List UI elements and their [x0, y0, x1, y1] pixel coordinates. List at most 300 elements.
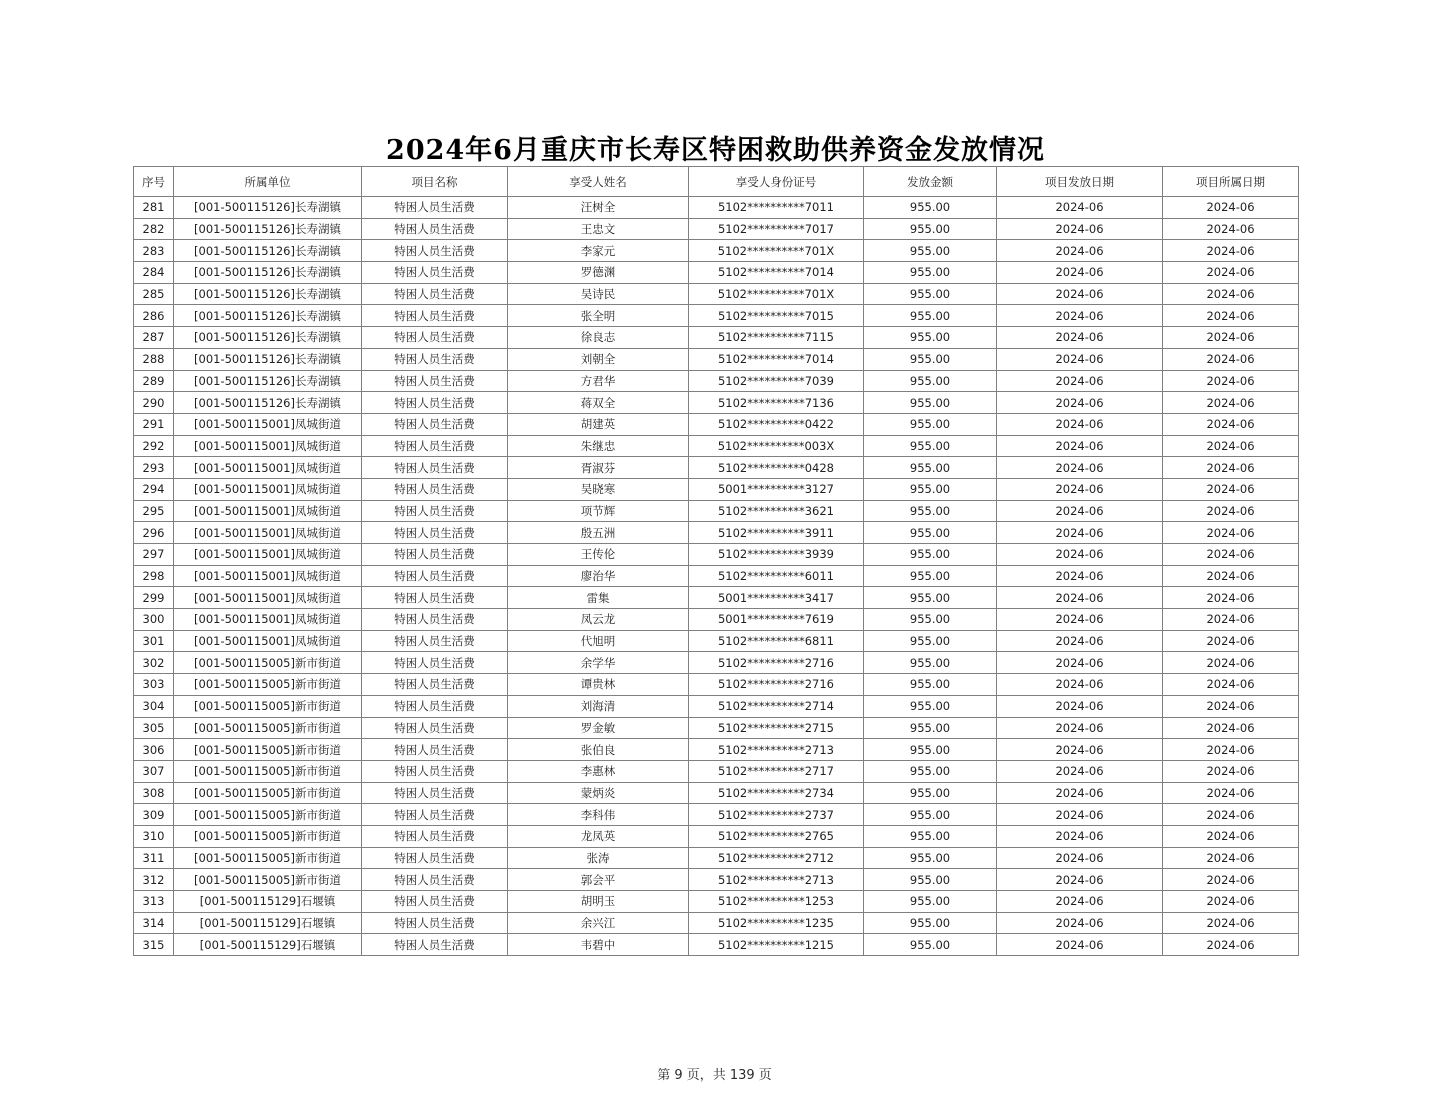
table-cell: 2024-06 — [997, 305, 1163, 327]
table-cell: 304 — [134, 695, 174, 717]
table-cell: 287 — [134, 327, 174, 349]
table-cell: 特困人员生活费 — [362, 522, 508, 544]
table-cell: [001-500115005]新市街道 — [174, 804, 362, 826]
table-row — [134, 739, 1299, 761]
table-cell: 2024-06 — [1163, 804, 1299, 826]
table-cell: 955.00 — [864, 435, 997, 457]
table-cell: 5102**********7011 — [689, 197, 864, 219]
table-cell: 2024-06 — [1163, 544, 1299, 566]
table-cell: 955.00 — [864, 565, 997, 587]
table-cell: [001-500115129]石堰镇 — [174, 912, 362, 934]
table-cell: 2024-06 — [1163, 609, 1299, 631]
table-cell: 5102**********7014 — [689, 348, 864, 370]
table-cell: 2024-06 — [997, 652, 1163, 674]
table-row — [134, 782, 1299, 804]
table-cell: 302 — [134, 652, 174, 674]
table-cell: 2024-06 — [997, 413, 1163, 435]
table-cell: 王传伦 — [508, 544, 689, 566]
table-cell: [001-500115126]长寿湖镇 — [174, 305, 362, 327]
table-cell: 谭贵林 — [508, 674, 689, 696]
table-cell: 307 — [134, 760, 174, 782]
table-cell: 特困人员生活费 — [362, 825, 508, 847]
table-row — [134, 392, 1299, 414]
table-cell: 余兴江 — [508, 912, 689, 934]
table-cell: 5102**********2734 — [689, 782, 864, 804]
table-cell: 305 — [134, 717, 174, 739]
table-cell: 301 — [134, 630, 174, 652]
table-cell: 5102**********2713 — [689, 869, 864, 891]
table-cell: 2024-06 — [997, 695, 1163, 717]
table-cell: 5102**********1215 — [689, 934, 864, 956]
table-cell: 2024-06 — [1163, 695, 1299, 717]
table-cell: [001-500115001]凤城街道 — [174, 435, 362, 457]
table-cell: 张伯良 — [508, 739, 689, 761]
table-row — [134, 413, 1299, 435]
table-cell: 胥淑芬 — [508, 457, 689, 479]
table-row — [134, 891, 1299, 913]
table-cell: 胡明玉 — [508, 891, 689, 913]
table-cell: 特困人员生活费 — [362, 457, 508, 479]
table-cell: 特困人员生活费 — [362, 847, 508, 869]
table-cell: 955.00 — [864, 370, 997, 392]
table-cell: 特困人员生活费 — [362, 392, 508, 414]
table-cell: [001-500115001]凤城街道 — [174, 630, 362, 652]
table-cell: 955.00 — [864, 305, 997, 327]
table-cell: 5001**********7619 — [689, 609, 864, 631]
table-row — [134, 674, 1299, 696]
table-cell: 955.00 — [864, 891, 997, 913]
table-cell: [001-500115005]新市街道 — [174, 782, 362, 804]
table-cell: 955.00 — [864, 587, 997, 609]
table-cell: 雷集 — [508, 587, 689, 609]
table-header — [134, 167, 1299, 197]
table-cell: 296 — [134, 522, 174, 544]
table-cell: [001-500115001]凤城街道 — [174, 609, 362, 631]
table-cell: 5001**********3127 — [689, 478, 864, 500]
table-cell: 2024-06 — [997, 891, 1163, 913]
table-cell: 955.00 — [864, 457, 997, 479]
table-cell: 955.00 — [864, 500, 997, 522]
table-cell: 955.00 — [864, 197, 997, 219]
table-cell: 314 — [134, 912, 174, 934]
table-cell: 余学华 — [508, 652, 689, 674]
table-cell: 方君华 — [508, 370, 689, 392]
table-cell: 特困人员生活费 — [362, 934, 508, 956]
table-cell: 特困人员生活费 — [362, 370, 508, 392]
table-row — [134, 435, 1299, 457]
table-cell: [001-500115005]新市街道 — [174, 739, 362, 761]
table-cell: 5102**********3939 — [689, 544, 864, 566]
table-cell: 299 — [134, 587, 174, 609]
table-cell: 5102**********6811 — [689, 630, 864, 652]
table-cell: 2024-06 — [1163, 565, 1299, 587]
table-cell: 955.00 — [864, 804, 997, 826]
table-cell: 特困人员生活费 — [362, 544, 508, 566]
table-cell: 5102**********2712 — [689, 847, 864, 869]
table-cell: 2024-06 — [1163, 934, 1299, 956]
table-cell: 5001**********3417 — [689, 587, 864, 609]
table-cell: 特困人员生活费 — [362, 695, 508, 717]
table-cell: 2024-06 — [1163, 370, 1299, 392]
table-cell: 5102**********0422 — [689, 413, 864, 435]
table-cell: 298 — [134, 565, 174, 587]
table-cell: 特困人员生活费 — [362, 348, 508, 370]
table-row — [134, 370, 1299, 392]
table-row — [134, 218, 1299, 240]
table-cell: 2024-06 — [997, 565, 1163, 587]
table-cell: 特困人员生活费 — [362, 869, 508, 891]
table-cell: 2024-06 — [1163, 891, 1299, 913]
table-cell: 特困人员生活费 — [362, 782, 508, 804]
table-cell: [001-500115001]凤城街道 — [174, 457, 362, 479]
table-row — [134, 544, 1299, 566]
table-cell: 2024-06 — [1163, 782, 1299, 804]
table-row — [134, 804, 1299, 826]
column-header: 发放金额 — [864, 167, 997, 197]
table-cell: [001-500115005]新市街道 — [174, 760, 362, 782]
table-cell: 5102**********2737 — [689, 804, 864, 826]
table-cell: [001-500115005]新市街道 — [174, 674, 362, 696]
table-cell: 955.00 — [864, 782, 997, 804]
table-cell: 朱继忠 — [508, 435, 689, 457]
table-cell: 955.00 — [864, 674, 997, 696]
table-cell: 2024-06 — [997, 587, 1163, 609]
table-cell: [001-500115126]长寿湖镇 — [174, 392, 362, 414]
table-cell: 2024-06 — [997, 348, 1163, 370]
table-cell: 2024-06 — [997, 717, 1163, 739]
table-cell: 特困人员生活费 — [362, 891, 508, 913]
table-cell: 5102**********6011 — [689, 565, 864, 587]
table-cell: 特困人员生活费 — [362, 413, 508, 435]
table-cell: 5102**********701X — [689, 283, 864, 305]
table-cell: 特困人员生活费 — [362, 739, 508, 761]
table-cell: 2024-06 — [997, 522, 1163, 544]
table-cell: 955.00 — [864, 392, 997, 414]
table-cell: 吴晓寒 — [508, 478, 689, 500]
table-cell: 2024-06 — [997, 739, 1163, 761]
table-cell: 汪树全 — [508, 197, 689, 219]
table-cell: 5102**********7136 — [689, 392, 864, 414]
table-row — [134, 262, 1299, 284]
table-cell: 2024-06 — [1163, 739, 1299, 761]
table-row — [134, 587, 1299, 609]
table-cell: [001-500115001]凤城街道 — [174, 565, 362, 587]
table-cell: 5102**********7039 — [689, 370, 864, 392]
table-cell: 2024-06 — [997, 825, 1163, 847]
table-cell: 2024-06 — [997, 782, 1163, 804]
table-cell: 283 — [134, 240, 174, 262]
table-cell: [001-500115001]凤城街道 — [174, 522, 362, 544]
table-cell: [001-500115129]石堰镇 — [174, 934, 362, 956]
table-cell: 308 — [134, 782, 174, 804]
table-cell: 李科伟 — [508, 804, 689, 826]
table-cell: [001-500115126]长寿湖镇 — [174, 348, 362, 370]
table-cell: 294 — [134, 478, 174, 500]
table-row — [134, 283, 1299, 305]
table-cell: 2024-06 — [1163, 262, 1299, 284]
table-cell: 特困人员生活费 — [362, 760, 508, 782]
table-cell: 955.00 — [864, 544, 997, 566]
table-cell: 特困人员生活费 — [362, 674, 508, 696]
table-cell: 罗金敏 — [508, 717, 689, 739]
table-cell: 2024-06 — [997, 262, 1163, 284]
table-cell: 5102**********1235 — [689, 912, 864, 934]
table-row — [134, 348, 1299, 370]
table-cell: 徐良志 — [508, 327, 689, 349]
table-cell: 代旭明 — [508, 630, 689, 652]
table-cell: 蒋双全 — [508, 392, 689, 414]
table-cell: [001-500115005]新市街道 — [174, 869, 362, 891]
column-header: 序号 — [134, 167, 174, 197]
table-cell: 311 — [134, 847, 174, 869]
table-cell: 2024-06 — [1163, 500, 1299, 522]
table-row — [134, 197, 1299, 219]
table-cell: 李家元 — [508, 240, 689, 262]
table-row — [134, 305, 1299, 327]
table-row — [134, 825, 1299, 847]
table-cell: 2024-06 — [1163, 327, 1299, 349]
table-cell: 2024-06 — [1163, 305, 1299, 327]
table-cell: 2024-06 — [1163, 457, 1299, 479]
table-cell: 2024-06 — [997, 500, 1163, 522]
table-row — [134, 912, 1299, 934]
table-cell: 2024-06 — [1163, 674, 1299, 696]
table-cell: 2024-06 — [997, 869, 1163, 891]
table-cell: 2024-06 — [1163, 240, 1299, 262]
table-cell: 955.00 — [864, 760, 997, 782]
table-row — [134, 565, 1299, 587]
table-cell: 特困人员生活费 — [362, 435, 508, 457]
table-cell: 2024-06 — [997, 934, 1163, 956]
table-cell: 2024-06 — [1163, 847, 1299, 869]
table-row — [134, 240, 1299, 262]
table-cell: 282 — [134, 218, 174, 240]
table-cell: [001-500115001]凤城街道 — [174, 544, 362, 566]
table-cell: 2024-06 — [1163, 825, 1299, 847]
table-row — [134, 934, 1299, 956]
table-cell: 2024-06 — [997, 609, 1163, 631]
table-cell: 955.00 — [864, 348, 997, 370]
table-cell: 韦碧中 — [508, 934, 689, 956]
table-cell: 特困人员生活费 — [362, 478, 508, 500]
table-cell: [001-500115005]新市街道 — [174, 847, 362, 869]
table-cell: 955.00 — [864, 609, 997, 631]
table-cell: 2024-06 — [1163, 717, 1299, 739]
column-header: 享受人姓名 — [508, 167, 689, 197]
table-cell: 288 — [134, 348, 174, 370]
table-cell: 5102**********7014 — [689, 262, 864, 284]
table-cell: 955.00 — [864, 717, 997, 739]
table-cell: [001-500115126]长寿湖镇 — [174, 197, 362, 219]
table-cell: 2024-06 — [1163, 912, 1299, 934]
table-cell: 292 — [134, 435, 174, 457]
table-cell: 2024-06 — [997, 847, 1163, 869]
table-cell: 2024-06 — [997, 478, 1163, 500]
table-cell: 2024-06 — [997, 370, 1163, 392]
table-cell: 955.00 — [864, 825, 997, 847]
table-cell: 2024-06 — [1163, 478, 1299, 500]
table-cell: 955.00 — [864, 847, 997, 869]
table-cell: 5102**********2717 — [689, 760, 864, 782]
table-cell: 955.00 — [864, 262, 997, 284]
table-cell: [001-500115001]凤城街道 — [174, 500, 362, 522]
table-cell: 5102**********7015 — [689, 305, 864, 327]
table-cell: 特困人员生活费 — [362, 283, 508, 305]
table-cell: 2024-06 — [997, 435, 1163, 457]
table-cell: [001-500115126]长寿湖镇 — [174, 218, 362, 240]
table-cell: [001-500115005]新市街道 — [174, 652, 362, 674]
table-row — [134, 652, 1299, 674]
table-cell: 2024-06 — [997, 240, 1163, 262]
table-cell: 310 — [134, 825, 174, 847]
table-row — [134, 327, 1299, 349]
table-cell: 2024-06 — [1163, 218, 1299, 240]
table-cell: 特困人员生活费 — [362, 804, 508, 826]
table-cell: 特困人员生活费 — [362, 240, 508, 262]
table-cell: 2024-06 — [1163, 587, 1299, 609]
table-cell: 955.00 — [864, 413, 997, 435]
table-cell: 5102**********7115 — [689, 327, 864, 349]
table-cell: 刘朝全 — [508, 348, 689, 370]
table-cell: [001-500115005]新市街道 — [174, 695, 362, 717]
table-cell: 5102**********3911 — [689, 522, 864, 544]
column-header: 所属单位 — [174, 167, 362, 197]
table-cell: [001-500115001]凤城街道 — [174, 413, 362, 435]
table-cell: 吴诗民 — [508, 283, 689, 305]
table-row — [134, 457, 1299, 479]
table-cell: 2024-06 — [997, 218, 1163, 240]
table-cell: 5102**********2765 — [689, 825, 864, 847]
table-cell: 特困人员生活费 — [362, 500, 508, 522]
table-row — [134, 500, 1299, 522]
table-header-row — [134, 167, 1299, 197]
column-header: 项目所属日期 — [1163, 167, 1299, 197]
table-cell: 特困人员生活费 — [362, 609, 508, 631]
table-row — [134, 522, 1299, 544]
subsidy-table — [133, 166, 1299, 956]
table-cell: 297 — [134, 544, 174, 566]
table-cell: 2024-06 — [997, 392, 1163, 414]
table-cell: 2024-06 — [1163, 522, 1299, 544]
table-cell: 2024-06 — [997, 760, 1163, 782]
table-cell: 2024-06 — [997, 630, 1163, 652]
table-cell: 刘海清 — [508, 695, 689, 717]
table-cell: 289 — [134, 370, 174, 392]
table-cell: 胡建英 — [508, 413, 689, 435]
table-cell: 2024-06 — [997, 197, 1163, 219]
table-cell: 殷五洲 — [508, 522, 689, 544]
table-cell: 特困人员生活费 — [362, 565, 508, 587]
table-cell: [001-500115005]新市街道 — [174, 825, 362, 847]
table-cell: 特困人员生活费 — [362, 630, 508, 652]
table-cell: 2024-06 — [997, 544, 1163, 566]
table-cell: 2024-06 — [1163, 413, 1299, 435]
table-cell: 955.00 — [864, 218, 997, 240]
table-cell: 项节辉 — [508, 500, 689, 522]
table-cell: 李惠林 — [508, 760, 689, 782]
table-cell: [001-500115126]长寿湖镇 — [174, 370, 362, 392]
table-row — [134, 760, 1299, 782]
table-cell: 5102**********003X — [689, 435, 864, 457]
table-cell: 特困人员生活费 — [362, 305, 508, 327]
table-cell: 廖治华 — [508, 565, 689, 587]
table-cell: 蒙炳炎 — [508, 782, 689, 804]
table-row — [134, 478, 1299, 500]
table-cell: 284 — [134, 262, 174, 284]
table-cell: 955.00 — [864, 630, 997, 652]
table-cell: 特困人员生活费 — [362, 652, 508, 674]
table-cell: 955.00 — [864, 652, 997, 674]
table-cell: 309 — [134, 804, 174, 826]
table-cell: 罗德渊 — [508, 262, 689, 284]
column-header: 项目名称 — [362, 167, 508, 197]
table-cell: 291 — [134, 413, 174, 435]
table-cell: 313 — [134, 891, 174, 913]
table-cell: 5102**********7017 — [689, 218, 864, 240]
table-cell: 2024-06 — [1163, 760, 1299, 782]
table-cell: [001-500115126]长寿湖镇 — [174, 240, 362, 262]
column-header: 项目发放日期 — [997, 167, 1163, 197]
table-cell: 955.00 — [864, 912, 997, 934]
table-cell: 2024-06 — [997, 283, 1163, 305]
table-cell: 2024-06 — [1163, 630, 1299, 652]
table-cell: 955.00 — [864, 934, 997, 956]
table-cell: 张涛 — [508, 847, 689, 869]
table-cell: 5102**********2716 — [689, 652, 864, 674]
table-cell: [001-500115005]新市街道 — [174, 717, 362, 739]
table-cell: 5102**********0428 — [689, 457, 864, 479]
table-cell: 特困人员生活费 — [362, 218, 508, 240]
table-cell: 2024-06 — [1163, 283, 1299, 305]
table-cell: 5102**********701X — [689, 240, 864, 262]
table-cell: 955.00 — [864, 327, 997, 349]
table-cell: [001-500115129]石堰镇 — [174, 891, 362, 913]
table-cell: 特困人员生活费 — [362, 197, 508, 219]
table-cell: [001-500115001]凤城街道 — [174, 587, 362, 609]
table-cell: 5102**********2713 — [689, 739, 864, 761]
table-cell: 2024-06 — [997, 457, 1163, 479]
table-cell: 特困人员生活费 — [362, 717, 508, 739]
table-cell: 龙凤英 — [508, 825, 689, 847]
page-title: 2024年6月重庆市长寿区特困救助供养资金发放情况 — [386, 135, 1045, 166]
table-row — [134, 695, 1299, 717]
table-cell: [001-500115126]长寿湖镇 — [174, 283, 362, 305]
table-cell: 2024-06 — [1163, 435, 1299, 457]
table-cell: [001-500115126]长寿湖镇 — [174, 327, 362, 349]
table-cell: 5102**********1253 — [689, 891, 864, 913]
table-cell: 2024-06 — [1163, 652, 1299, 674]
table-cell: 2024-06 — [997, 912, 1163, 934]
table-cell: 285 — [134, 283, 174, 305]
table-row — [134, 847, 1299, 869]
table-cell: 303 — [134, 674, 174, 696]
table-cell: 凤云龙 — [508, 609, 689, 631]
table-cell: 315 — [134, 934, 174, 956]
table-cell: 295 — [134, 500, 174, 522]
table-cell: 2024-06 — [1163, 392, 1299, 414]
table-body — [134, 197, 1299, 956]
table-cell: 293 — [134, 457, 174, 479]
table-cell: 特困人员生活费 — [362, 262, 508, 284]
table-cell: 张全明 — [508, 305, 689, 327]
table-cell: 2024-06 — [1163, 197, 1299, 219]
table-row — [134, 869, 1299, 891]
table-cell: 郭会平 — [508, 869, 689, 891]
table-cell: [001-500115001]凤城街道 — [174, 478, 362, 500]
table-cell: 2024-06 — [997, 804, 1163, 826]
table-cell: 2024-06 — [997, 674, 1163, 696]
table-cell: 王忠文 — [508, 218, 689, 240]
